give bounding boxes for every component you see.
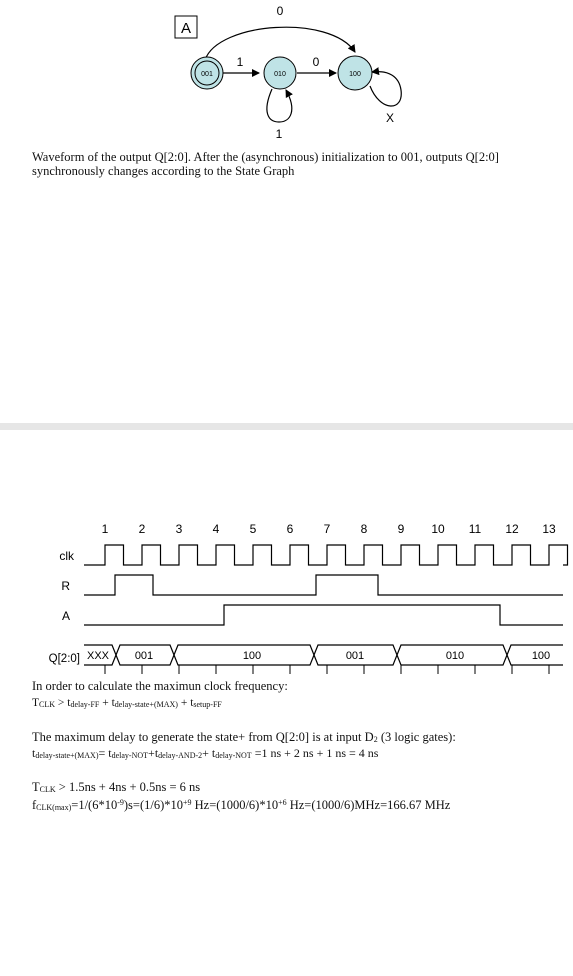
equation-tclk-value: TCLK > 1.5ns + 4ns + 0.5ns = 6 ns bbox=[32, 780, 201, 794]
state-100-label: 100 bbox=[349, 71, 361, 78]
intro-text: In order to calculate the maximun clock frequency: bbox=[32, 679, 288, 693]
edge-label-100-loop: X bbox=[385, 111, 395, 125]
clock-number-6: 6 bbox=[286, 522, 294, 536]
a-waveform bbox=[84, 605, 563, 625]
signal-label-r: R bbox=[61, 579, 70, 593]
equation-delay: tdelay-state+(MAX)= tdelay-NOT+tdelay-AND-2+ tdelay-NOT =1 ns + 2 ns + 1 ns = 4 ns bbox=[32, 746, 379, 760]
edge-010-loop bbox=[267, 89, 292, 122]
clock-number-9: 9 bbox=[397, 522, 405, 536]
clock-number-7: 7 bbox=[323, 522, 331, 536]
label-box-text: A bbox=[180, 20, 192, 37]
state-010 bbox=[264, 57, 296, 89]
edge-100-loop bbox=[370, 72, 401, 106]
state-graph-caption: Waveform of the output Q[2:0]. After the (asynchronous) initialization to 001, outputs Q[2:0] synchronously changes according to the State Graph bbox=[32, 150, 499, 178]
clock-number-5: 5 bbox=[249, 522, 257, 536]
state-001 bbox=[191, 57, 223, 89]
q-value-5: 100 bbox=[531, 650, 551, 662]
q-value-1: 001 bbox=[134, 650, 154, 662]
page-separator bbox=[0, 423, 573, 430]
clock-number-8: 8 bbox=[360, 522, 368, 536]
page-2 bbox=[0, 430, 573, 976]
clock-number-11: 11 bbox=[468, 522, 482, 536]
edge-label-001-010: 1 bbox=[236, 55, 244, 69]
clock-number-13: 13 bbox=[542, 522, 556, 536]
q-value-2: 100 bbox=[242, 650, 262, 662]
equation-fclk: $fCLK(\max)=1/(6*10^{-9})s=(1/6)*10^{+9}$ $Hz=(1000/6)*10^{+6}$ Hz=(1000/6)MHz=166.67 MHz bbox=[32, 798, 451, 812]
edge-label-010-loop: 1 bbox=[275, 127, 283, 141]
state-graph bbox=[0, 0, 573, 150]
signal-label-clk: clk bbox=[59, 549, 74, 563]
signal-label-a: A bbox=[61, 609, 70, 623]
timing-diagram bbox=[0, 430, 573, 700]
clock-number-12: 12 bbox=[505, 522, 519, 536]
q-bus bbox=[84, 645, 563, 665]
clock-numbers bbox=[102, 522, 556, 536]
q-value-4: 010 bbox=[445, 650, 465, 662]
q-value-0: XXX bbox=[86, 650, 110, 662]
edge-001-to-100 bbox=[205, 27, 355, 60]
clock-number-4: 4 bbox=[212, 522, 220, 536]
state-100 bbox=[338, 56, 372, 90]
clock-number-2: 2 bbox=[138, 522, 146, 536]
clock-number-1: 1 bbox=[101, 522, 109, 536]
signal-label-q: Q[2:0] bbox=[48, 653, 80, 665]
equation-tclk: TCLK > tdelay-FF + tdelay-state+(MAX) + tsetup-FF bbox=[32, 697, 222, 709]
clock-number-10: 10 bbox=[431, 522, 445, 536]
r-waveform bbox=[84, 575, 563, 595]
bus-ticks bbox=[105, 665, 549, 674]
state-010-label: 010 bbox=[274, 71, 286, 78]
edge-label-010-100: 0 bbox=[312, 55, 320, 69]
page-1 bbox=[0, 0, 573, 423]
clock-number-3: 3 bbox=[175, 522, 183, 536]
clk-waveform bbox=[84, 545, 568, 565]
max-delay-text: The maximum delay to generate the state+ from Q[2:0] is at input D2 (3 logic gates): bbox=[32, 730, 456, 744]
q-value-3: 001 bbox=[345, 650, 365, 662]
state-001-label: 001 bbox=[201, 71, 213, 78]
edge-label-001-100: 0 bbox=[276, 4, 284, 18]
